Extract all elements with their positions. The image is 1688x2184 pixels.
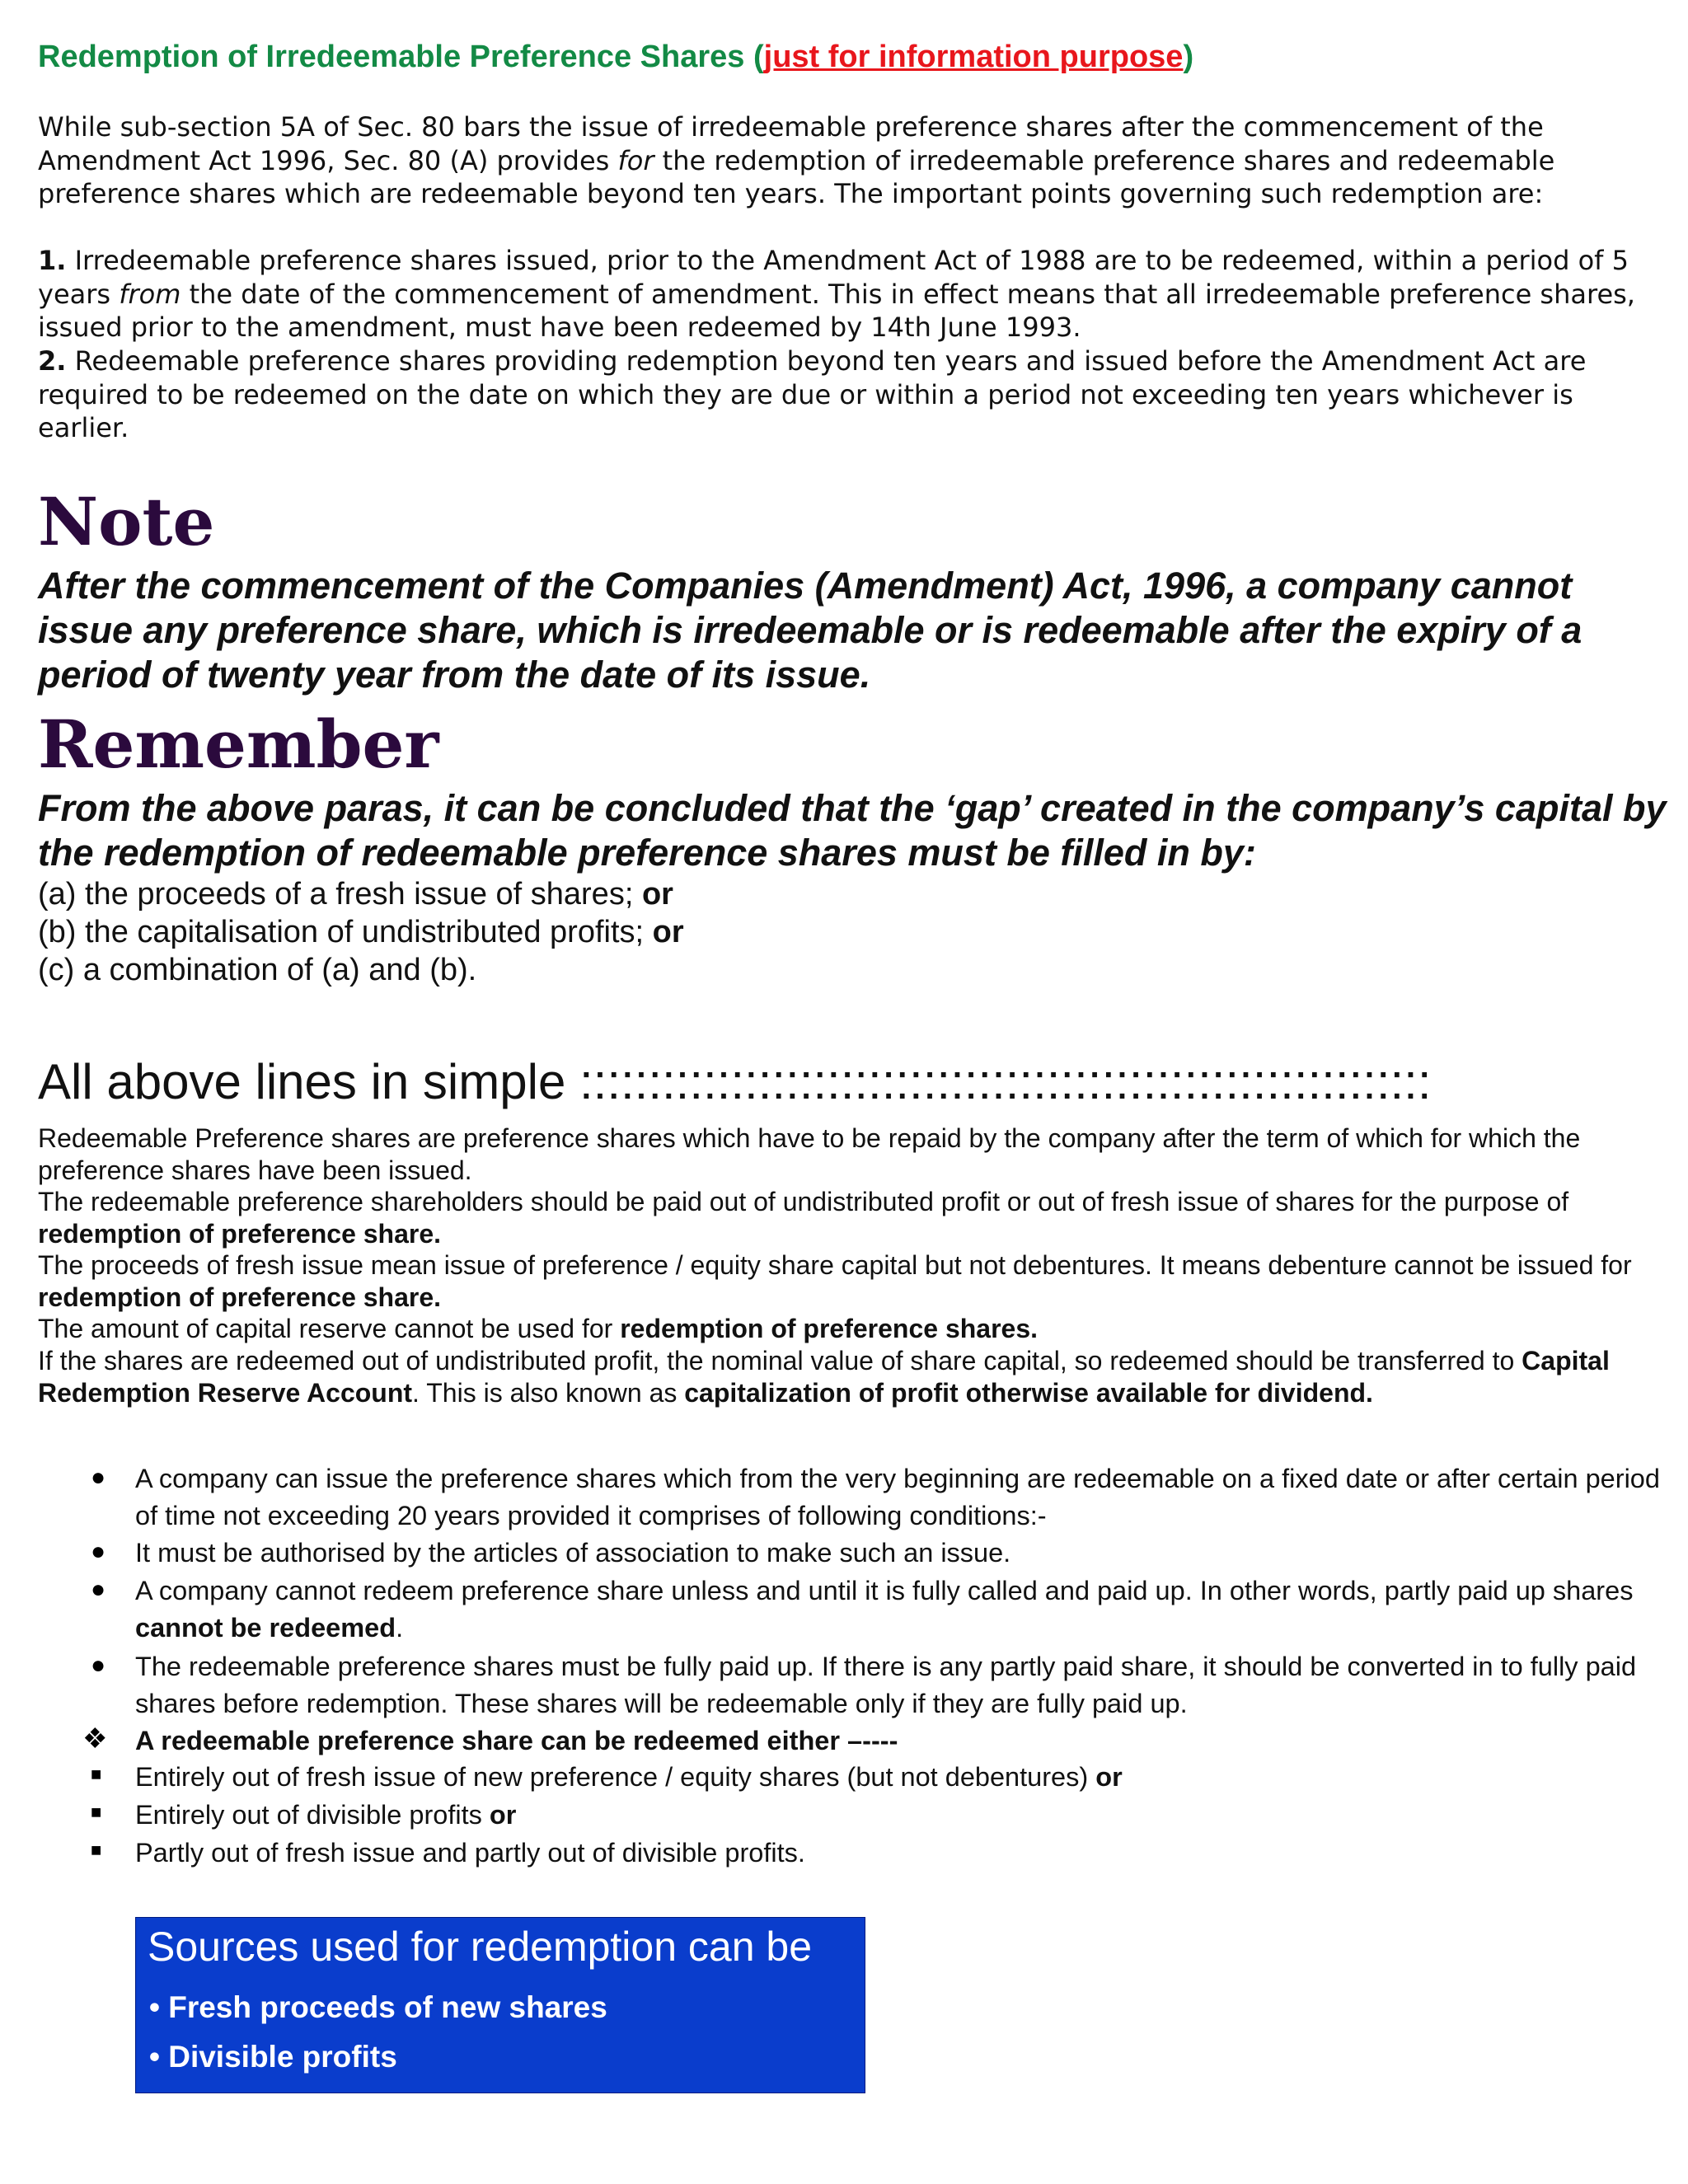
either-item-1: Entirely out of fresh issue of new preference / equity shares (but not debentures) or xyxy=(135,1762,1123,1792)
point-text-b: the date of the commencement of amendment. This in effect means that all irredeemable preference shares, issued prior to the amendment, must have been redeemed by 14th June 1993. xyxy=(38,278,1635,343)
title-paren-close: ) xyxy=(1183,40,1194,74)
sources-box-item: • Divisible profits xyxy=(149,2040,397,2074)
title-main: Redemption of Irredeemable Preference Shares xyxy=(38,40,745,74)
simple-paragraph-4: The amount of capital reserve cannot be used for redemption of preference shares. xyxy=(38,1314,1039,1343)
bullet-item-3: A company cannot redeem preference share unless and until it is fully called and paid up. In other words, partly paid up shares cannot be redeemed. xyxy=(135,1576,1634,1643)
either-item-3: Partly out of fresh issue and partly out of divisible profits. xyxy=(135,1838,805,1868)
point-2 xyxy=(38,344,1653,445)
square-bullet-icon: ■ xyxy=(91,1840,102,1860)
square-bullet-icon: ■ xyxy=(91,1802,102,1822)
bullet-dot-icon: ● xyxy=(91,1464,106,1491)
title-info-note: just for information purpose xyxy=(763,40,1184,74)
document-title xyxy=(38,40,1193,75)
bullet-dot-icon: ● xyxy=(91,1576,106,1603)
simple-paragraph-5: If the shares are redeemed out of undistributed profit, the nominal value of share capital, so redeemed should be transferred to Capital Redemption Reserve Account. This is also known as capitalization of profit otherwise available for dividend. xyxy=(38,1346,1610,1408)
bullet-item-1: A company can issue the preference shares which from the very beginning are redeemable on a fixed date or after certain period of time not exceeding 20 years provided it comprises of following conditions:- xyxy=(135,1464,1660,1530)
intro-paragraph xyxy=(38,110,1653,211)
diamond-bullet-icon: ❖ xyxy=(82,1723,108,1755)
note-text: After the commencement of the Companies (Amendment) Act, 1996, a company cannot issue any preference share, which is irredeemable or is redeemable after the expiry of a period of twenty year from the date of its issue. xyxy=(38,565,1582,696)
sources-box xyxy=(135,1917,865,2093)
remember-item-c: (c) a combination of (a) and (b). xyxy=(38,953,477,987)
bullet-item-4: The redeemable preference shares must be fully paid up. If there is any partly paid share, it should be converted in to fully paid shares before redemption. These shares will be redeemable only if they are fully paid up. xyxy=(135,1652,1637,1718)
sources-box-title: Sources used for redemption can be xyxy=(148,1924,813,1970)
point-number: 1. xyxy=(38,245,67,276)
point-number: 2. xyxy=(38,345,67,377)
simple-paragraph-3: The proceeds of fresh issue mean issue of preference / equity share capital but not debentures. It means debenture cannot be issued for redemption of preference share. xyxy=(38,1250,1632,1312)
note-heading: Note xyxy=(38,483,215,560)
simple-paragraph-2: The redeemable preference shareholders should be paid out of undistributed profit or out of fresh issue of shares for the purpose of redemption of preference share. xyxy=(38,1187,1569,1249)
simple-paragraph-1: Redeemable Preference shares are preference shares which have to be repaid by the company after the term of which for which the preference shares have been issued. xyxy=(38,1123,1581,1185)
bullet-dot-icon: ● xyxy=(91,1538,106,1565)
intro-text-italic: for xyxy=(617,144,654,176)
remember-heading: Remember xyxy=(38,705,439,783)
point-text-a: Redeemable preference shares providing redemption beyond ten years and issued before the Amendment Act are required to be redeemed on the date on which they are due or within a period not exceeding ten years whichever is earlier. xyxy=(38,345,1587,443)
remember-text: From the above paras, it can be concluded that the ‘gap’ created in the company’s capital by the redemption of redeemable preference shares must be filled in by: xyxy=(38,787,1667,874)
sources-box-item: • Fresh proceeds of new shares xyxy=(149,1990,607,2024)
bullet-item-2: It must be authorised by the articles of association to make such an issue. xyxy=(135,1538,1011,1568)
point-text-a: Irredeemable preference shares issued, prior to the Amendment Act of 1988 are to be redeemed, within a period of 5 years xyxy=(38,245,1629,310)
point-text-italic: from xyxy=(119,278,181,310)
either-heading: A redeemable preference share can be redeemed either –---- xyxy=(135,1726,898,1755)
remember-item-a: (a) the proceeds of a fresh issue of shares; or xyxy=(38,877,673,912)
intro-text-a: While sub-section 5A of Sec. 80 bars the issue of irredeemable preference shares after the commencement of the Amendment Act 1996, Sec. 80 (A) provides xyxy=(38,111,1544,176)
square-bullet-icon: ■ xyxy=(91,1764,102,1784)
bullet-dot-icon: ● xyxy=(91,1652,106,1679)
intro-text-b: the redemption of irredeemable preference shares and redeemable preference shares which are redeemable beyond ten years. The important points governing such redemption are: xyxy=(38,144,1555,209)
point-1 xyxy=(38,244,1653,344)
simple-heading: All above lines in simple :::::::::::::::::::::::::::::::::::::::::::::::::::::::::::::: xyxy=(38,1054,1432,1109)
either-item-2: Entirely out of divisible profits or xyxy=(135,1800,517,1830)
title-paren-open: ( xyxy=(753,40,764,74)
remember-item-b: (b) the capitalisation of undistributed profits; or xyxy=(38,915,684,949)
